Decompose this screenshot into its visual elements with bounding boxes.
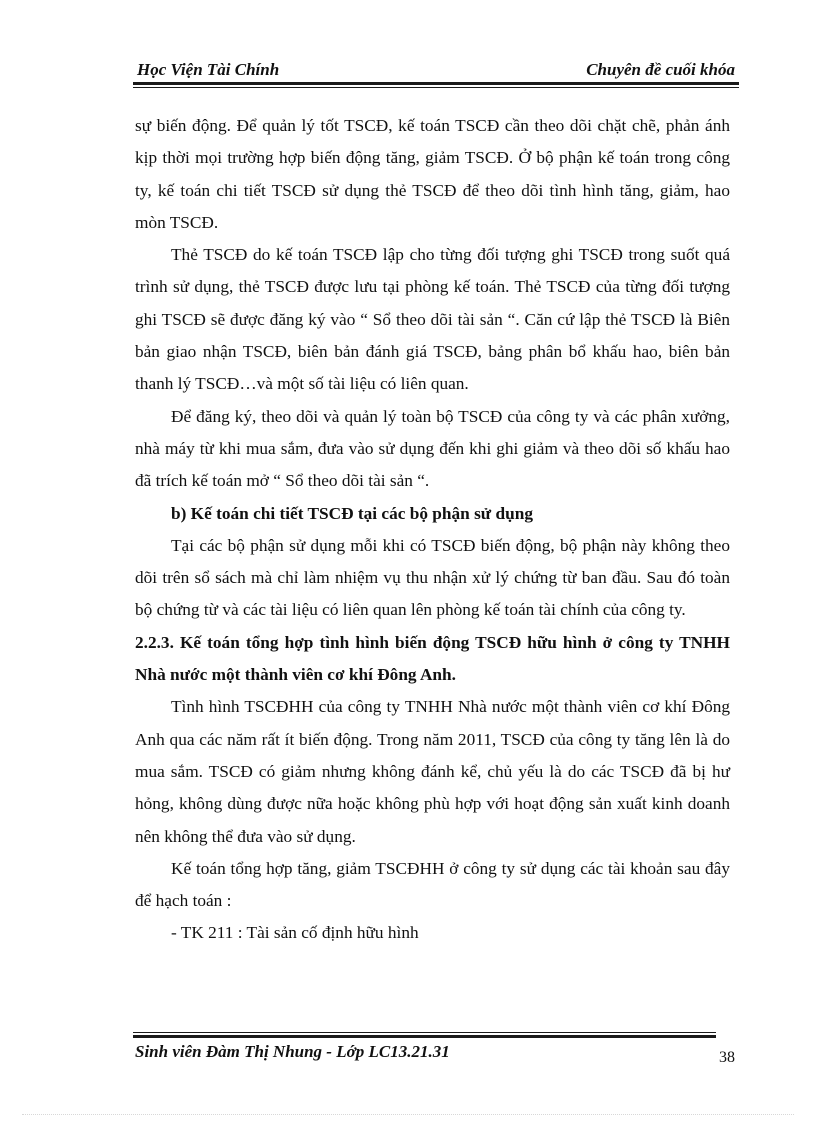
paragraph-4: Tại các bộ phận sử dụng mỗi khi có TSCĐ biến động, bộ phận này không theo dõi trên sổ sách mà chỉ làm nhiệm vụ thu nhận xử lý chứng từ ban đầu. Sau đó toàn bộ chứng từ và các tài liệu có liên quan lên phòng kế toán tài chính của công ty.: [135, 535, 730, 620]
footer-rule-thin: [133, 1032, 716, 1033]
list-item-tk211: - TK 211 : Tài sản cố định hữu hình: [171, 923, 419, 943]
footer-student-name: Sinh viên Đàm Thị Nhung - Lớp LC13.21.31: [135, 1042, 450, 1061]
page-body: [135, 110, 730, 950]
header-rule-thick: [133, 82, 739, 85]
paragraph-3: Để đăng ký, theo dõi và quản lý toàn bộ TSCĐ của công ty và các phân xưởng, nhà máy từ khi mua sắm, đưa vào sử dụng đến khi ghi giảm và theo dõi số khấu hao đã trích kế toán mở “ Sổ theo dõi tài sản “.: [135, 406, 730, 491]
paragraph-1: sự biến động. Để quản lý tốt TSCĐ, kế toán TSCĐ cần theo dõi chặt chẽ, phản ánh kịp thời mọi trường hợp biến động tăng, giảm TSCĐ. Ở bộ phận kế toán trong công ty, kế toán chi tiết TSCĐ sử dụng thẻ TSCĐ để theo dõi tình hình tăng, giảm, hao mòn TSCĐ.: [135, 116, 730, 232]
footer-rule-thick: [133, 1035, 716, 1038]
header-rule-thin: [133, 87, 739, 88]
section-heading-2-2-3: 2.2.3. Kế toán tổng hợp tình hình biến động TSCĐ hữu hình ở công ty TNHH Nhà nước một thành viên cơ khí Đông Anh.: [135, 632, 730, 685]
header-institution: Học Viện Tài Chính: [137, 60, 280, 79]
paragraph-5: Tình hình TSCĐHH của công ty TNHH Nhà nước một thành viên cơ khí Đông Anh qua các năm rất ít biến động. Trong năm 2011, TSCĐ của công ty tăng lên là do mua sắm. TSCĐ có giảm nhưng không đánh kể, chủ yếu là do các TSCĐ đã bị hư hỏng, không dùng được nữa hoặc không phù hợp với hoạt động sản xuất kinh doanh nên không thể đưa vào sử dụng.: [135, 697, 730, 846]
page-number: 38: [719, 1049, 735, 1066]
header-document-type: Chuyên đề cuối khóa: [586, 60, 735, 79]
subheading-b: b) Kế toán chi tiết TSCĐ tại các bộ phận sử dụng: [171, 503, 533, 523]
page-header: [133, 58, 739, 86]
page-footer: [133, 1032, 739, 1082]
paragraph-2: Thẻ TSCĐ do kế toán TSCĐ lập cho từng đối tượng ghi TSCĐ trong suốt quá trình sử dụng, thẻ TSCĐ được lưu tại phòng kế toán. Thẻ TSCĐ của từng đối tượng ghi TSCĐ sẽ được đăng ký vào “ Sổ theo dõi tài sản “. Căn cứ lập thẻ TSCĐ là Biên bản giao nhận TSCĐ, biên bản đánh giá TSCĐ, bảng phân bổ khấu hao, biên bản thanh lý TSCĐ…và một số tài liệu có liên quan.: [135, 245, 730, 394]
paragraph-6: Kế toán tổng hợp tăng, giảm TSCĐHH ở công ty sử dụng các tài khoản sau đây để hạch toán :: [135, 858, 730, 911]
page-edge-divider: [22, 1114, 794, 1115]
